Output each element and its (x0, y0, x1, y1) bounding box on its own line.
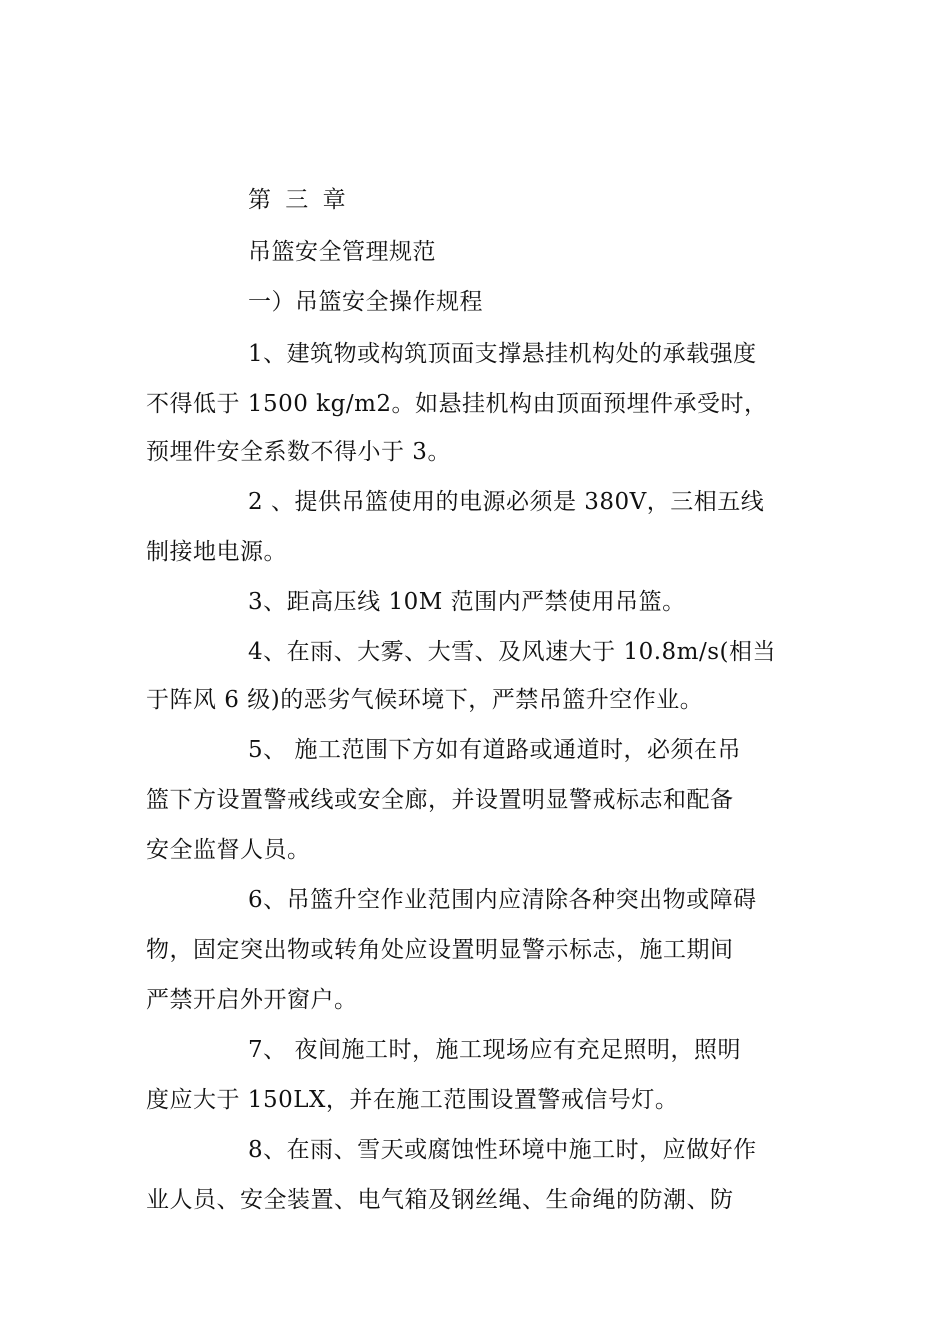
body-line: 1、建筑物或构筑顶面支撑悬挂机构处的承载强度 (248, 341, 757, 367)
document-title: 吊篮安全管理规范 (248, 239, 436, 265)
body-line: 2 、提供吊篮使用的电源必须是 380V，三相五线 (248, 489, 765, 515)
body-line: 安全监督人员。 (146, 837, 311, 863)
body-line: 8、在雨、雪天或腐蚀性环境中施工时，应做好作 (248, 1137, 757, 1163)
body-line: 预埋件安全系数不得小于 3。 (146, 439, 451, 465)
body-line: 6、吊篮升空作业范围内应清除各种突出物或障碍 (248, 887, 757, 913)
body-line: 严禁开启外开窗户。 (146, 987, 358, 1013)
body-line: 制接地电源。 (146, 539, 287, 565)
body-line: 4、在雨、大雾、大雪、及风速大于 10.8m/s(相当 (248, 639, 776, 665)
body-line: 业人员、安全装置、电气箱及钢丝绳、生命绳的防潮、防 (146, 1187, 734, 1213)
section-heading: 一）吊篮安全操作规程 (248, 289, 483, 315)
chapter-heading: 第 三 章 (248, 187, 347, 213)
body-line: 度应大于 150LX，并在施工范围设置警戒信号灯。 (146, 1087, 679, 1113)
body-line: 于阵风 6 级)的恶劣气候环境下，严禁吊篮升空作业。 (146, 687, 704, 713)
body-line: 7、 夜间施工时，施工现场应有充足照明，照明 (248, 1037, 741, 1063)
body-line: 篮下方设置警戒线或安全廊，并设置明显警戒标志和配备 (146, 787, 734, 813)
body-line: 物，固定突出物或转角处应设置明显警示标志，施工期间 (146, 937, 734, 963)
body-line: 3、距高压线 10M 范围内严禁使用吊篮。 (248, 589, 686, 615)
body-line: 5、 施工范围下方如有道路或通道时，必须在吊 (248, 737, 741, 763)
body-line: 不得低于 1500 kg/m2。如悬挂机构由顶面预埋件承受时， (146, 391, 768, 417)
